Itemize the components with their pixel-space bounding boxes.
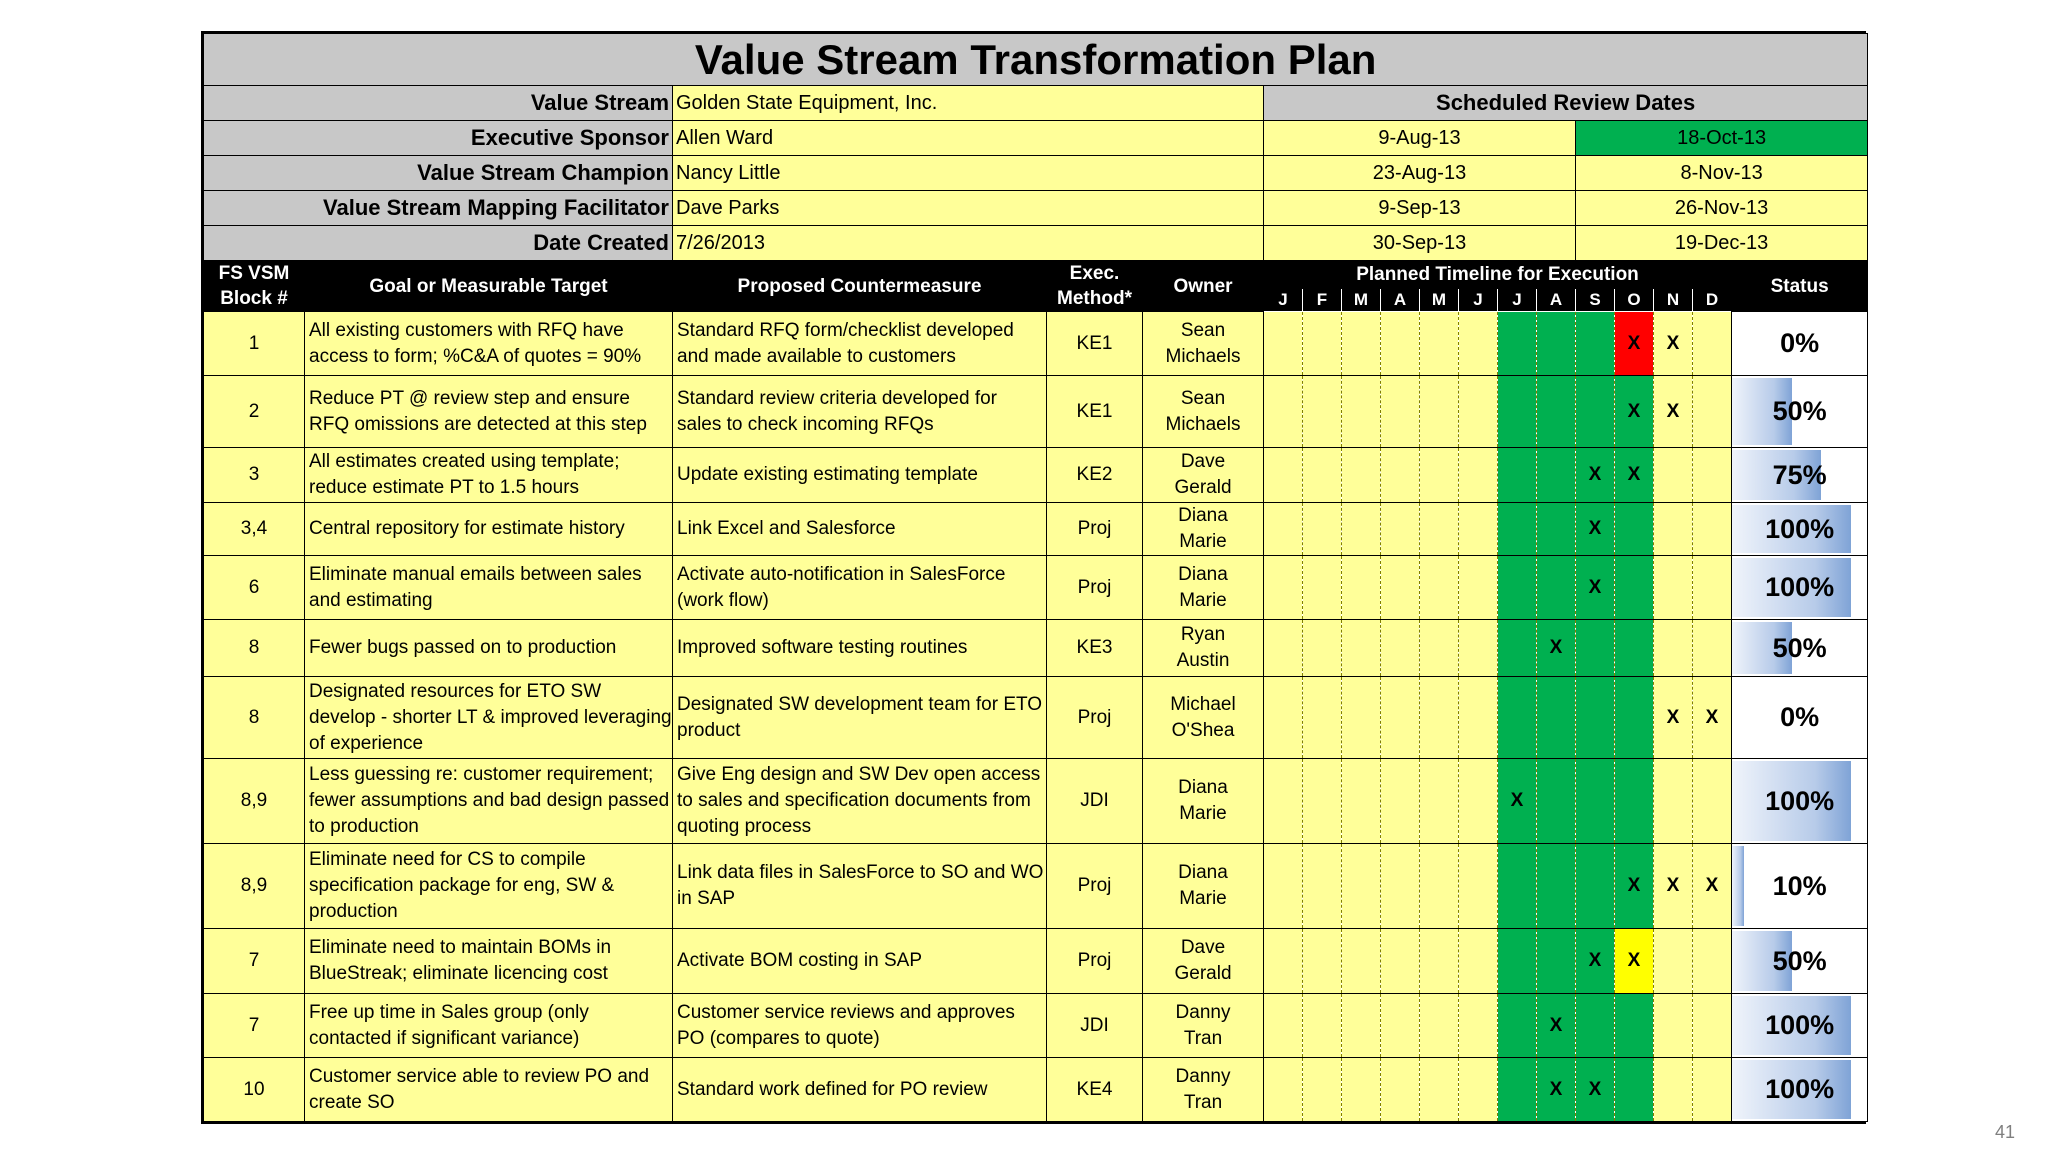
timeline-mark — [1654, 759, 1693, 844]
timeline-mark — [1537, 844, 1576, 929]
status-percent: 50% — [1772, 396, 1827, 426]
timeline-mark — [1498, 556, 1537, 620]
timeline-mark — [1264, 620, 1303, 677]
timeline-mark: X — [1498, 759, 1537, 844]
timeline-mark — [1693, 312, 1732, 376]
timeline-mark — [1381, 1058, 1420, 1122]
review-date: 18-Oct-13 — [1576, 121, 1868, 156]
exec-method: KE2 — [1047, 448, 1143, 503]
header-timeline: Planned Timeline for Execution — [1264, 261, 1732, 289]
timeline-mark — [1420, 994, 1459, 1058]
header-owner: Owner — [1143, 261, 1264, 312]
timeline-mark — [1693, 448, 1732, 503]
page-number: 41 — [1995, 1122, 2016, 1142]
timeline-mark — [1381, 503, 1420, 556]
status-percent: 100% — [1765, 572, 1835, 602]
countermeasure-text: Standard work defined for PO review — [673, 1058, 1047, 1122]
timeline-mark — [1537, 929, 1576, 994]
timeline-mark — [1303, 759, 1342, 844]
timeline-mark — [1654, 556, 1693, 620]
timeline-mark — [1459, 376, 1498, 448]
timeline-mark — [1654, 503, 1693, 556]
info-value: 7/26/2013 — [673, 226, 1264, 261]
month-header: J — [1498, 288, 1537, 311]
plan-row — [204, 1058, 1868, 1122]
month-header: N — [1654, 288, 1693, 311]
goal-text: Designated resources for ETO SW develop - shorter LT & improved leveraging of experience — [305, 677, 673, 759]
plan-row — [204, 448, 1868, 503]
timeline-mark — [1459, 677, 1498, 759]
timeline-mark — [1342, 448, 1381, 503]
timeline-mark — [1342, 844, 1381, 929]
review-dates-heading: Scheduled Review Dates — [1264, 86, 1868, 121]
info-row — [204, 121, 1868, 156]
timeline-mark — [1693, 376, 1732, 448]
owner-name: Diana Marie — [1143, 759, 1264, 844]
block-number: 1 — [204, 312, 305, 376]
timeline-mark: X — [1576, 929, 1615, 994]
timeline-mark — [1264, 994, 1303, 1058]
exec-method: JDI — [1047, 994, 1143, 1058]
timeline-mark — [1264, 376, 1303, 448]
timeline-mark — [1342, 677, 1381, 759]
timeline-mark — [1654, 448, 1693, 503]
timeline-mark: X — [1615, 448, 1654, 503]
info-row — [204, 86, 1868, 121]
timeline-mark — [1654, 1058, 1693, 1122]
info-label: Value Stream — [204, 86, 673, 121]
month-header: D — [1693, 288, 1732, 311]
timeline-mark: X — [1537, 1058, 1576, 1122]
header-countermeasure: Proposed Countermeasure — [673, 261, 1047, 312]
countermeasure-text: Activate auto-notification in SalesForce (work flow) — [673, 556, 1047, 620]
timeline-mark — [1693, 994, 1732, 1058]
timeline-mark — [1537, 677, 1576, 759]
info-value: Nancy Little — [673, 156, 1264, 191]
column-header-row — [204, 261, 1868, 289]
timeline-mark — [1420, 312, 1459, 376]
status-cell — [1732, 1058, 1868, 1122]
timeline-mark — [1615, 994, 1654, 1058]
timeline-mark: X — [1615, 929, 1654, 994]
timeline-mark — [1264, 503, 1303, 556]
plan-row — [204, 844, 1868, 929]
timeline-mark — [1654, 929, 1693, 994]
timeline-mark — [1498, 1058, 1537, 1122]
goal-text: Reduce PT @ review step and ensure RFQ omissions are detected at this step — [305, 376, 673, 448]
timeline-mark — [1537, 448, 1576, 503]
timeline-mark — [1303, 376, 1342, 448]
owner-name: Danny Tran — [1143, 994, 1264, 1058]
timeline-mark: X — [1654, 312, 1693, 376]
timeline-mark — [1264, 448, 1303, 503]
timeline-mark — [1381, 556, 1420, 620]
timeline-mark — [1537, 312, 1576, 376]
plan-row — [204, 929, 1868, 994]
month-header: M — [1342, 288, 1381, 311]
timeline-mark — [1420, 677, 1459, 759]
owner-name: Diana Marie — [1143, 503, 1264, 556]
timeline-mark — [1498, 844, 1537, 929]
timeline-mark: X — [1615, 376, 1654, 448]
info-row — [204, 156, 1868, 191]
timeline-mark — [1615, 556, 1654, 620]
timeline-mark — [1342, 503, 1381, 556]
info-row — [204, 226, 1868, 261]
exec-method: KE3 — [1047, 620, 1143, 677]
owner-name: Dave Gerald — [1143, 929, 1264, 994]
owner-name: Diana Marie — [1143, 556, 1264, 620]
exec-method: KE4 — [1047, 1058, 1143, 1122]
timeline-mark — [1459, 844, 1498, 929]
status-percent: 10% — [1772, 870, 1827, 901]
review-date: 9-Sep-13 — [1264, 191, 1576, 226]
transformation-plan-sheet — [201, 31, 1866, 1124]
timeline-mark — [1303, 1058, 1342, 1122]
timeline-mark — [1459, 503, 1498, 556]
timeline-mark: X — [1576, 503, 1615, 556]
owner-name: Danny Tran — [1143, 1058, 1264, 1122]
timeline-mark — [1342, 312, 1381, 376]
timeline-mark: X — [1576, 556, 1615, 620]
plan-row — [204, 312, 1868, 376]
timeline-mark — [1342, 759, 1381, 844]
status-progress-bar — [1732, 846, 1744, 926]
timeline-mark — [1264, 929, 1303, 994]
owner-name: Sean Michaels — [1143, 312, 1264, 376]
timeline-mark: X — [1654, 376, 1693, 448]
info-label: Value Stream Champion — [204, 156, 673, 191]
timeline-mark — [1576, 844, 1615, 929]
goal-text: Eliminate manual emails between sales and estimating — [305, 556, 673, 620]
countermeasure-text: Improved software testing routines — [673, 620, 1047, 677]
goal-text: Central repository for estimate history — [305, 503, 673, 556]
countermeasure-text: Designated SW development team for ETO product — [673, 677, 1047, 759]
status-cell — [1732, 620, 1868, 677]
goal-text: Eliminate need for CS to compile specification package for eng, SW & production — [305, 844, 673, 929]
timeline-mark: X — [1654, 677, 1693, 759]
timeline-mark — [1615, 1058, 1654, 1122]
timeline-mark — [1615, 677, 1654, 759]
exec-method: KE1 — [1047, 312, 1143, 376]
goal-text: All existing customers with RFQ have access to form; %C&A of quotes = 90% — [305, 312, 673, 376]
status-percent: 50% — [1772, 632, 1827, 663]
timeline-mark — [1615, 503, 1654, 556]
timeline-mark — [1615, 759, 1654, 844]
status-cell — [1732, 556, 1868, 620]
exec-method: Proj — [1047, 503, 1143, 556]
page-title: Value Stream Transformation Plan — [204, 34, 1868, 86]
timeline-mark — [1342, 1058, 1381, 1122]
timeline-mark — [1576, 620, 1615, 677]
status-percent: 0% — [1780, 328, 1820, 358]
status-cell — [1732, 759, 1868, 844]
block-number: 7 — [204, 994, 305, 1058]
timeline-mark — [1342, 620, 1381, 677]
timeline-mark — [1420, 844, 1459, 929]
countermeasure-text: Standard review criteria developed for sales to check incoming RFQs — [673, 376, 1047, 448]
exec-method: Proj — [1047, 677, 1143, 759]
review-date: 26-Nov-13 — [1576, 191, 1868, 226]
timeline-mark: X — [1693, 677, 1732, 759]
timeline-mark — [1303, 448, 1342, 503]
timeline-mark — [1576, 994, 1615, 1058]
exec-method: Proj — [1047, 929, 1143, 994]
timeline-mark — [1498, 677, 1537, 759]
owner-name: Diana Marie — [1143, 844, 1264, 929]
owner-name: Dave Gerald — [1143, 448, 1264, 503]
timeline-mark — [1342, 556, 1381, 620]
timeline-mark — [1420, 376, 1459, 448]
timeline-mark — [1537, 376, 1576, 448]
timeline-mark — [1693, 929, 1732, 994]
timeline-mark — [1498, 376, 1537, 448]
timeline-mark — [1420, 1058, 1459, 1122]
status-cell — [1732, 312, 1868, 376]
timeline-mark — [1303, 503, 1342, 556]
timeline-mark — [1615, 620, 1654, 677]
month-header: A — [1537, 288, 1576, 311]
timeline-mark — [1693, 620, 1732, 677]
timeline-mark — [1381, 620, 1420, 677]
timeline-mark — [1459, 994, 1498, 1058]
timeline-mark — [1264, 312, 1303, 376]
goal-text: Less guessing re: customer requirement; fewer assumptions and bad design passed to production — [305, 759, 673, 844]
timeline-mark — [1498, 503, 1537, 556]
status-percent: 50% — [1772, 945, 1827, 976]
block-number: 3,4 — [204, 503, 305, 556]
timeline-mark — [1381, 448, 1420, 503]
info-label: Executive Sponsor — [204, 121, 673, 156]
countermeasure-text: Activate BOM costing in SAP — [673, 929, 1047, 994]
timeline-mark: X — [1654, 844, 1693, 929]
status-percent: 0% — [1780, 702, 1820, 732]
timeline-mark — [1303, 556, 1342, 620]
owner-name: Michael O'Shea — [1143, 677, 1264, 759]
timeline-mark — [1303, 844, 1342, 929]
plan-row — [204, 556, 1868, 620]
status-cell — [1732, 929, 1868, 994]
block-number: 3 — [204, 448, 305, 503]
header-block: FS VSM Block # — [204, 261, 305, 312]
status-percent: 100% — [1765, 513, 1835, 544]
timeline-mark — [1420, 620, 1459, 677]
timeline-mark — [1693, 759, 1732, 844]
timeline-mark — [1498, 994, 1537, 1058]
timeline-mark: X — [1537, 994, 1576, 1058]
exec-method: Proj — [1047, 844, 1143, 929]
goal-text: Customer service able to review PO and create SO — [305, 1058, 673, 1122]
timeline-mark — [1264, 677, 1303, 759]
countermeasure-text: Standard RFQ form/checklist developed and made available to customers — [673, 312, 1047, 376]
review-date: 9-Aug-13 — [1264, 121, 1576, 156]
goal-text: Fewer bugs passed on to production — [305, 620, 673, 677]
review-date: 30-Sep-13 — [1264, 226, 1576, 261]
timeline-mark — [1303, 620, 1342, 677]
info-value: Allen Ward — [673, 121, 1264, 156]
timeline-mark — [1693, 503, 1732, 556]
timeline-mark — [1459, 929, 1498, 994]
block-number: 8 — [204, 677, 305, 759]
goal-text: Free up time in Sales group (only contacted if significant variance) — [305, 994, 673, 1058]
timeline-mark: X — [1693, 844, 1732, 929]
month-header: M — [1420, 288, 1459, 311]
exec-method: JDI — [1047, 759, 1143, 844]
timeline-mark — [1576, 312, 1615, 376]
timeline-mark — [1654, 994, 1693, 1058]
month-header: O — [1615, 288, 1654, 311]
countermeasure-text: Link data files in SalesForce to SO and WO in SAP — [673, 844, 1047, 929]
timeline-mark — [1420, 556, 1459, 620]
block-number: 8,9 — [204, 844, 305, 929]
timeline-mark — [1381, 312, 1420, 376]
timeline-mark — [1342, 994, 1381, 1058]
timeline-mark — [1576, 677, 1615, 759]
timeline-mark — [1264, 1058, 1303, 1122]
timeline-mark — [1654, 620, 1693, 677]
month-header: S — [1576, 288, 1615, 311]
timeline-mark — [1342, 929, 1381, 994]
block-number: 10 — [204, 1058, 305, 1122]
countermeasure-text: Link Excel and Salesforce — [673, 503, 1047, 556]
block-number: 8,9 — [204, 759, 305, 844]
owner-name: Ryan Austin — [1143, 620, 1264, 677]
timeline-mark — [1459, 1058, 1498, 1122]
timeline-mark — [1303, 677, 1342, 759]
status-cell — [1732, 677, 1868, 759]
timeline-mark — [1264, 844, 1303, 929]
countermeasure-text: Update existing estimating template — [673, 448, 1047, 503]
timeline-mark — [1381, 677, 1420, 759]
timeline-mark — [1303, 929, 1342, 994]
timeline-mark — [1303, 994, 1342, 1058]
timeline-mark — [1264, 556, 1303, 620]
timeline-mark — [1459, 312, 1498, 376]
timeline-mark — [1537, 556, 1576, 620]
month-header: J — [1264, 288, 1303, 311]
goal-text: Eliminate need to maintain BOMs in BlueStreak; eliminate licencing cost — [305, 929, 673, 994]
timeline-mark — [1381, 994, 1420, 1058]
timeline-mark — [1459, 759, 1498, 844]
timeline-mark — [1459, 448, 1498, 503]
timeline-mark — [1498, 448, 1537, 503]
info-row — [204, 191, 1868, 226]
status-cell — [1732, 503, 1868, 556]
timeline-mark — [1303, 312, 1342, 376]
plan-row — [204, 620, 1868, 677]
info-label: Value Stream Mapping Facilitator — [204, 191, 673, 226]
header-method: Exec. Method* — [1047, 261, 1143, 312]
timeline-mark: X — [1615, 844, 1654, 929]
timeline-mark — [1576, 376, 1615, 448]
timeline-mark — [1459, 556, 1498, 620]
info-label: Date Created — [204, 226, 673, 261]
block-number: 8 — [204, 620, 305, 677]
timeline-mark: X — [1615, 312, 1654, 376]
review-date: 8-Nov-13 — [1576, 156, 1868, 191]
timeline-mark — [1420, 929, 1459, 994]
timeline-mark — [1381, 929, 1420, 994]
status-percent: 75% — [1772, 459, 1827, 490]
status-cell — [1732, 448, 1868, 503]
plan-row — [204, 376, 1868, 448]
header-status: Status — [1732, 261, 1868, 312]
status-percent: 100% — [1765, 1074, 1835, 1104]
timeline-mark — [1420, 759, 1459, 844]
status-percent: 100% — [1765, 1010, 1835, 1040]
info-value: Golden State Equipment, Inc. — [673, 86, 1264, 121]
month-header: A — [1381, 288, 1420, 311]
timeline-mark — [1342, 376, 1381, 448]
timeline-mark: X — [1576, 448, 1615, 503]
timeline-mark — [1498, 312, 1537, 376]
timeline-mark — [1459, 620, 1498, 677]
timeline-mark — [1381, 759, 1420, 844]
countermeasure-text: Customer service reviews and approves PO (compares to quote) — [673, 994, 1047, 1058]
timeline-mark — [1576, 759, 1615, 844]
timeline-mark — [1420, 448, 1459, 503]
timeline-mark — [1537, 503, 1576, 556]
header-goal: Goal or Measurable Target — [305, 261, 673, 312]
timeline-mark — [1693, 1058, 1732, 1122]
timeline-mark — [1498, 620, 1537, 677]
exec-method: KE1 — [1047, 376, 1143, 448]
countermeasure-text: Give Eng design and SW Dev open access to sales and specification documents from quoting process — [673, 759, 1047, 844]
timeline-mark — [1420, 503, 1459, 556]
plan-row — [204, 759, 1868, 844]
review-date: 19-Dec-13 — [1576, 226, 1868, 261]
block-number: 6 — [204, 556, 305, 620]
goal-text: All estimates created using template; reduce estimate PT to 1.5 hours — [305, 448, 673, 503]
timeline-mark — [1264, 759, 1303, 844]
status-cell — [1732, 376, 1868, 448]
status-cell — [1732, 994, 1868, 1058]
plan-row — [204, 677, 1868, 759]
plan-row — [204, 503, 1868, 556]
plan-table — [203, 33, 1868, 1122]
status-cell — [1732, 844, 1868, 929]
info-value: Dave Parks — [673, 191, 1264, 226]
timeline-mark — [1498, 929, 1537, 994]
timeline-mark — [1381, 844, 1420, 929]
timeline-mark: X — [1576, 1058, 1615, 1122]
plan-row — [204, 994, 1868, 1058]
timeline-mark — [1693, 556, 1732, 620]
timeline-mark: X — [1537, 620, 1576, 677]
timeline-mark — [1537, 759, 1576, 844]
block-number: 7 — [204, 929, 305, 994]
owner-name: Sean Michaels — [1143, 376, 1264, 448]
status-percent: 100% — [1765, 785, 1835, 816]
block-number: 2 — [204, 376, 305, 448]
exec-method: Proj — [1047, 556, 1143, 620]
review-date: 23-Aug-13 — [1264, 156, 1576, 191]
month-header: F — [1303, 288, 1342, 311]
month-header: J — [1459, 288, 1498, 311]
timeline-mark — [1381, 376, 1420, 448]
